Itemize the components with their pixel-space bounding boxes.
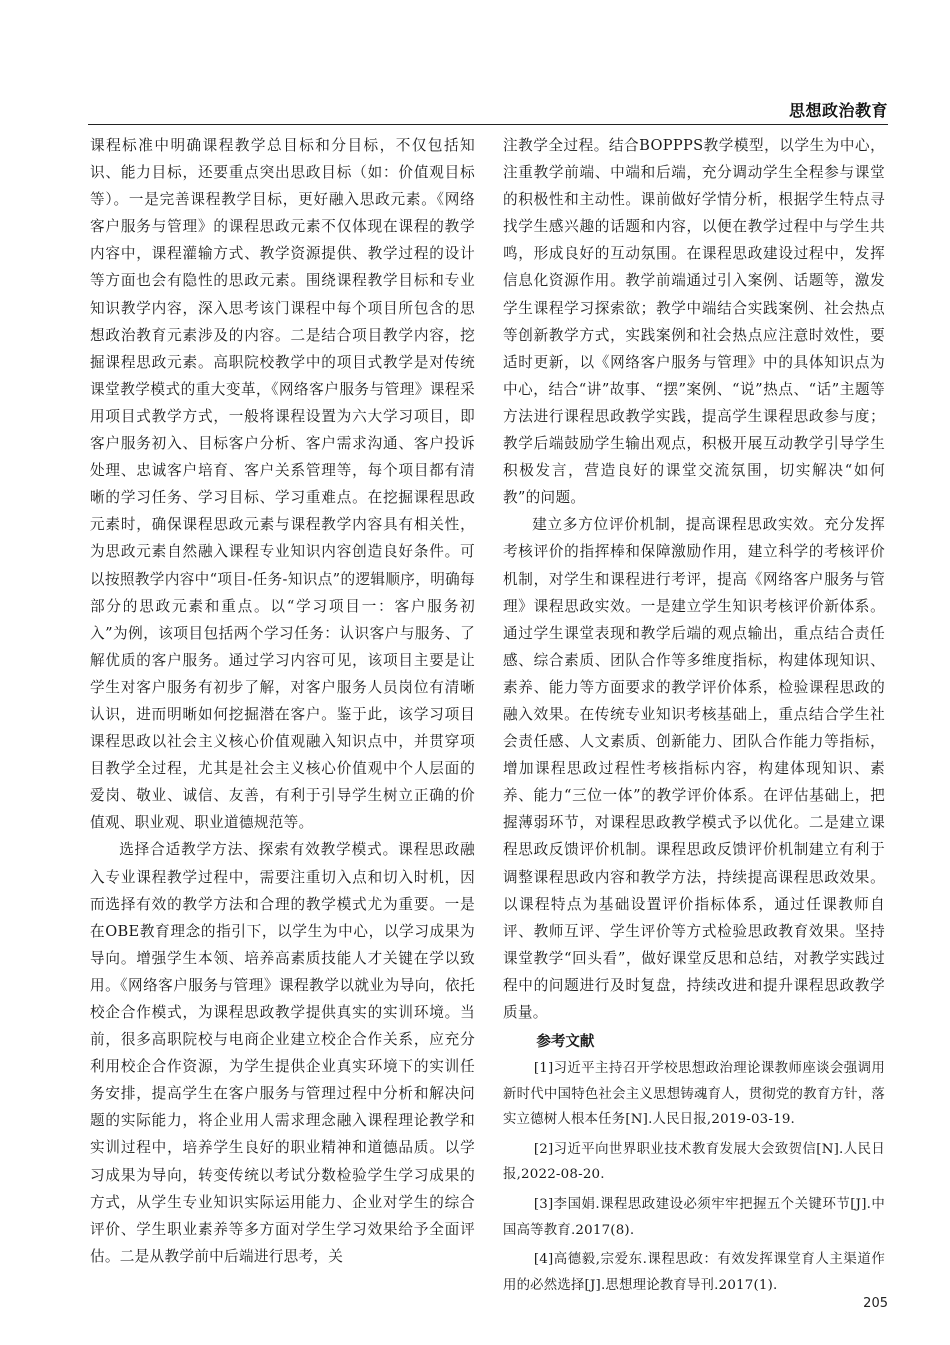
references-heading: 参考文献 bbox=[536, 1034, 595, 1051]
paragraph-teaching-methods: 选择合适教学方法、探索有效教学模式。课程思政融入专业课程教学过程中，需要注重切入点和切入时机，因而选择有效的教学方法和合理的教学模式尤为重要。一是在OBE教育理念的指引下，以学生为中心，以学习成果为导向。增强学生本领、培养高素质技能人才关键在学以致用。《网络客户服务与管理》课程教学以就业为导向，依托校企合作模式，为课程思政教学提供真实的实训环境。当前，很多高职院校与电商企业建立校企合作关系，应充分利用校企合作资源，为学生提供企业真实环境下的实训任务安排，提高学生在客户服务与管理过程中分析和解决问题的实际能力，将企业用人需求理念融入课程理论教学和实训过程中，培养学生良好的职业精神和道德品质。以学习成果为导向，转变传统以考试分数检验学生学习成果的方式，从学生专业知识实际运用能力、企业对学生的综合评价、学生职业素养等多方面对学生学习效果给予全面评估。二是从教学前中后端进行思考，关 bbox=[90, 841, 475, 1265]
reference-item: [1]习近平主持召开学校思想政治理论课教师座谈会强调用新时代中国特色社会主义思想铸魂育人，贯彻党的教育方针，落实立德树人根本任务[N].人民日报,2019-03-19. bbox=[503, 1061, 885, 1128]
reference-item: [4]高德毅,宗爱东.课程思政：有效发挥课堂育人主渠道作用的必然选择[J].思想理论教育导刊.2017(1). bbox=[503, 1252, 885, 1293]
paragraph-teaching-process: 注教学全过程。结合BOPPPS教学模型，以学生为中心，注重教学前端、中端和后端，充分调动学生全程参与课堂的积极性和主动性。课前做好学情分析，根据学生特点寻找学生感兴趣的话题和内容，以便在教学过程中与学生共鸣，形成良好的互动氛围。在课程思政建设过程中，发挥信息化资源作用。教学前端通过引入案例、话题等，激发学生课程学习探索欲；教学中端结合实践案例、社会热点等创新教学方式，实践案例和社会热点应注意时效性，要适时更新，以《网络客户服务与管理》中的具体知识点为中心，结合“讲”故事、“摆”案例、“说”热点、“话”主题等方法进行课程思政教学实践，提高学生课程思政参与度；教学后端鼓励学生输出观点，积极开展互动教学引导学生积极发言，营造良好的课堂交流氛围，切实解决“如何教”的问题。 bbox=[503, 137, 885, 507]
header-rule bbox=[88, 124, 888, 125]
left-column bbox=[90, 132, 475, 1270]
section-header-title: 思想政治教育 bbox=[788, 101, 888, 120]
paragraph-evaluation-mechanism: 建立多方位评价机制，提高课程思政实效。充分发挥考核评价的指挥棒和保障激励作用，建立科学的考核评价机制，对学生和课程进行考评，提高《网络客户服务与管理》课程思政实效。一是建立学生知识考核评价新体系。通过学生课堂表现和教学后端的观点输出，重点结合责任感、综合素质、团队合作等多维度指标，构建体现知识、素养、能力等方面要求的教学评价体系，检验课程思政的融入效果。在传统专业知识考核基础上，重点结合学生社会责任感、人文素质、创新能力、团队合作能力等指标，增加课程思政过程性考核指标内容，构建体现知识、素养、能力“三位一体”的教学评价体系。在评估基础上，把握薄弱环节，对课程思政教学模式予以优化。二是建立课程思政反馈评价机制。课程思政反馈评价机制建立有利于调整课程思政内容和教学方法，持续提高课程思政效果。以课程特点为基础设置评价指标体系，通过任课教师自评、教师互评、学生评价等方式检验思政教育效果。坚持课堂教学“回头看”，做好课堂反思和总结，对教学实践过程中的问题进行及时复盘，持续改进和提升课程思政教学质量。 bbox=[503, 516, 885, 1021]
paragraph-course-objectives: 课程标准中明确课程教学总目标和分目标，不仅包括知识、能力目标，还要重点突出思政目标（如：价值观目标等）。一是完善课程教学目标，更好融入思政元素。《网络客户服务与管理》的课程思政元素不仅体现在课程的教学内容中，课程灌输方式、教学资源提供、教学过程的设计等方面也会有隐性的思政元素。围绕课程教学目标和专业知识教学内容，深入思考该门课程中每个项目所包含的思想政治教育元素涉及的内容。二是结合项目教学内容，挖掘课程思政元素。高职院校教学中的项目式教学是对传统课堂教学模式的重大变革，《网络客户服务与管理》课程采用项目式教学方式，一般将课程设置为六大学习项目，即客户服务初入、目标客户分析、客户需求沟通、客户投诉处理、忠诚客户培育、客户关系管理等，每个项目都有清晰的学习任务、学习目标、学习重难点。在挖掘课程思政元素时，确保课程思政元素与课程教学内容具有相关性，为思政元素自然融入课程专业知识内容创造良好条件。可以按照教学内容中“项目-任务-知识点”的逻辑顺序，明确每部分的思政元素和重点。以“学习项目一：客户服务初入”为例，该项目包括两个学习任务：认识客户与服务、了解优质的客户服务。通过学习内容可见，该项目主要是让学生对客户服务有初步了解，对客户服务人员岗位有清晰认识，进而明晰如何挖掘潜在客户。鉴于此，该学习项目课程思政以社会主义核心价值观融入知识点中，并贯穿项目教学全过程，尤其是社会主义核心价值观中个人层面的爱岗、敬业、诚信、友善，有利于引导学生树立正确的价值观、职业观、职业道德规范等。 bbox=[90, 137, 475, 832]
reference-item: [3]李国娟.课程思政建设必须牢牢把握五个关键环节[J].中国高等教育.2017(8). bbox=[503, 1197, 885, 1238]
page-number: 205 bbox=[863, 1296, 888, 1311]
reference-item: [2]习近平向世界职业技术教育发展大会致贺信[N].人民日报,2022-08-20. bbox=[503, 1141, 885, 1183]
right-column bbox=[503, 132, 885, 1302]
